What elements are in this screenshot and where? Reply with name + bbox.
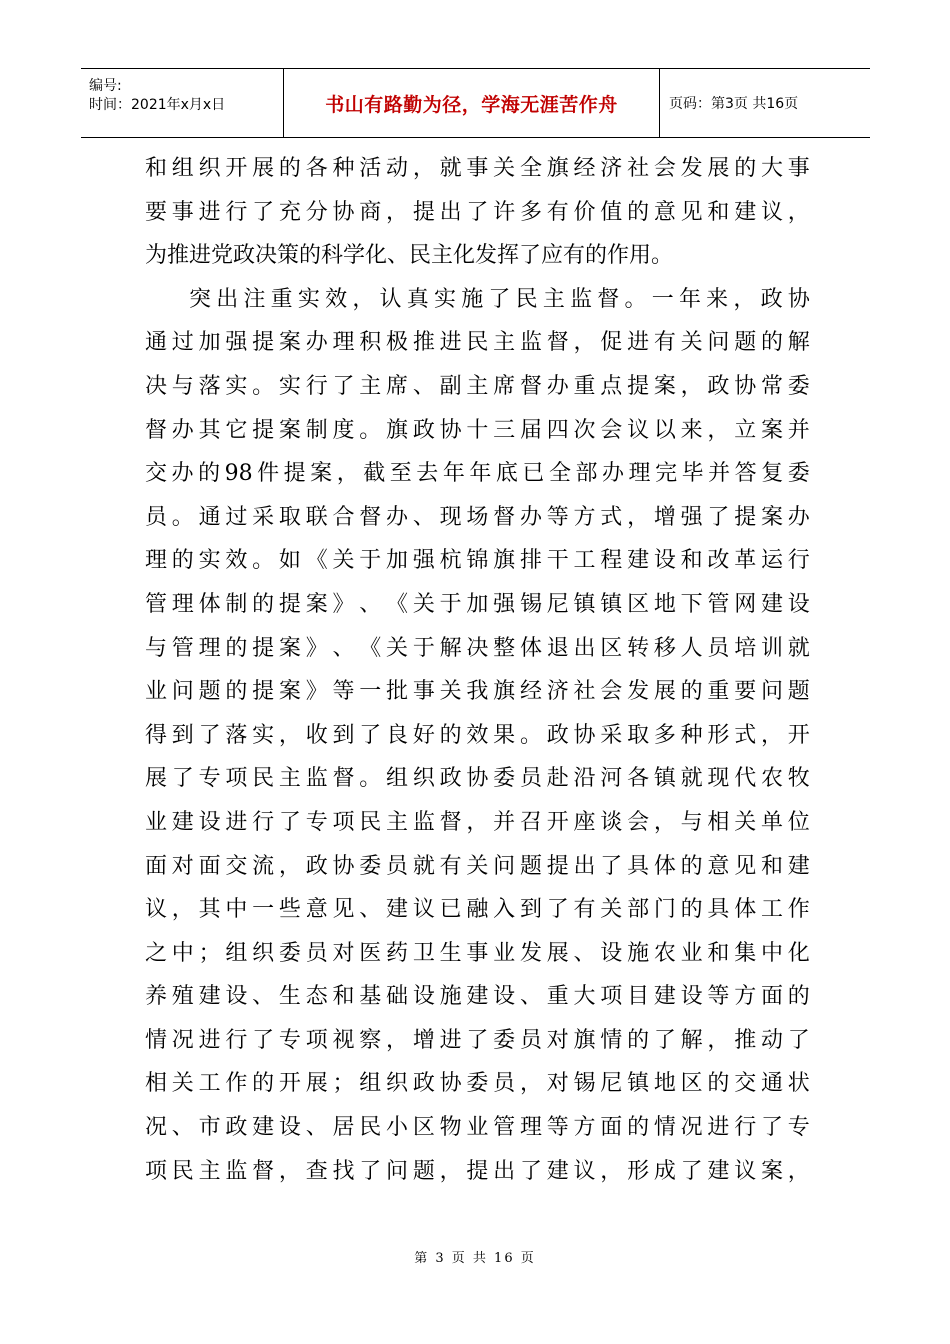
body-text-line: 员 。 通 过 采 取 联 合 督 办 、 现 场 督 办 等 方 式 ， 增 强 了 提 案 办 <box>145 504 810 530</box>
document-number-label: 编号: <box>89 78 122 94</box>
header-motto: 书山有路勤为径，学海无涯苦作舟 <box>325 93 618 116</box>
body-text-line: 议 ， 其 中 一 些 意 见 、 建 议 已 融 入 到 了 有 关 部 门 的 具 体 工 作 <box>145 897 810 923</box>
body-text-line: 突 出 注 重 实 效 ， 认 真 实 施 了 民 主 监 督 。 一 年 来 ， 政 协 <box>189 286 810 312</box>
body-text-line: 要 事 进 行 了 充 分 协 商 ， 提 出 了 许 多 有 价 值 的 意 见 和 建 议 ， <box>145 199 810 225</box>
header-page-info: 页码：第3页 共16页 <box>669 96 799 112</box>
body-text-line: 养 殖 建 设 、 生 态 和 基 础 设 施 建 设 、 重 大 项 目 建 设 等 方 面 的 <box>145 984 810 1010</box>
body-text-line: 交 办 的 98 件 提 案 ， 截 至 去 年 年 底 已 全 部 办 理 完 毕 并 答 复 委 <box>145 461 810 487</box>
body-text-line: 为推进党政决策的科学化、民主化发挥了应有的作用。 <box>145 243 674 269</box>
body-text-line: 业 建 设 进 行 了 专 项 民 主 监 督 ， 并 召 开 座 谈 会 ， 与 相 关 单 位 <box>145 809 810 835</box>
header-motto-cell <box>284 69 660 137</box>
body-text-line: 项 民 主 监 督 ， 查 找 了 问 题 ， 提 出 了 建 议 ， 形 成 了 建 议 案 ， <box>145 1158 810 1184</box>
body-text-line: 理 的 实 效 。 如 《 关 于 加 强 杭 锦 旗 排 干 工 程 建 设 和 改 革 运 行 <box>145 548 810 574</box>
body-text-line: 和 组 织 开 展 的 各 种 活 动 ， 就 事 关 全 旗 经 济 社 会 发 展 的 大 事 <box>145 156 810 181</box>
body-text-line: 与 管 理 的 提 案 》 、 《 关 于 解 决 整 体 退 出 区 转 移 人 员 培 训 就 <box>145 635 810 661</box>
body-text-line: 况 、 市 政 建 设 、 居 民 小 区 物 业 管 理 等 方 面 的 情 况 进 行 了 专 <box>145 1115 810 1141</box>
body-text-line: 决 与 落 实 。 实 行 了 主 席 、 副 主 席 督 办 重 点 提 案 ， 政 协 常 委 <box>145 373 810 399</box>
body-text-line: 情 况 进 行 了 专 项 视 察 ， 增 进 了 委 员 对 旗 情 的 了 解 ， 推 动 了 <box>145 1027 810 1053</box>
header-meta <box>81 69 284 137</box>
body-text-line: 展 了 专 项 民 主 监 督 。 组 织 政 协 委 员 赴 沿 河 各 镇 就 现 代 农 牧 <box>145 766 810 792</box>
body-text-line: 相 关 工 作 的 开 展 ； 组 织 政 协 委 员 ， 对 锡 尼 镇 地 区 的 交 通 状 <box>145 1071 810 1097</box>
document-time: 时间：2021年x月x日 <box>89 97 226 113</box>
body-text-line: 之 中 ； 组 织 委 员 对 医 药 卫 生 事 业 发 展 、 设 施 农 业 和 集 中 化 <box>145 940 810 966</box>
body-text-line: 管 理 体 制 的 提 案 》 、 《 关 于 加 强 锡 尼 镇 镇 区 地 下 管 网 建 设 <box>145 591 810 617</box>
page-footer: 第 3 页 共 16 页 <box>414 1251 536 1266</box>
body-text-line: 督 办 其 它 提 案 制 度 。 旗 政 协 十 三 届 四 次 会 议 以 来 ， 立 案 并 <box>145 417 810 443</box>
body-text-line: 通 过 加 强 提 案 办 理 积 极 推 进 民 主 监 督 ， 促 进 有 关 问 题 的 解 <box>145 330 810 356</box>
body-text-line: 得 到 了 落 实 ， 收 到 了 良 好 的 效 果 。 政 协 采 取 多 种 形 式 ， 开 <box>145 722 810 748</box>
page-header <box>81 68 870 138</box>
body-text-line: 面 对 面 交 流 ， 政 协 委 员 就 有 关 问 题 提 出 了 具 体 的 意 见 和 建 <box>145 853 810 879</box>
document-body <box>145 147 810 1193</box>
body-text-line: 业 问 题 的 提 案 》 等 一 批 事 关 我 旗 经 济 社 会 发 展 的 重 要 问 题 <box>145 679 810 705</box>
